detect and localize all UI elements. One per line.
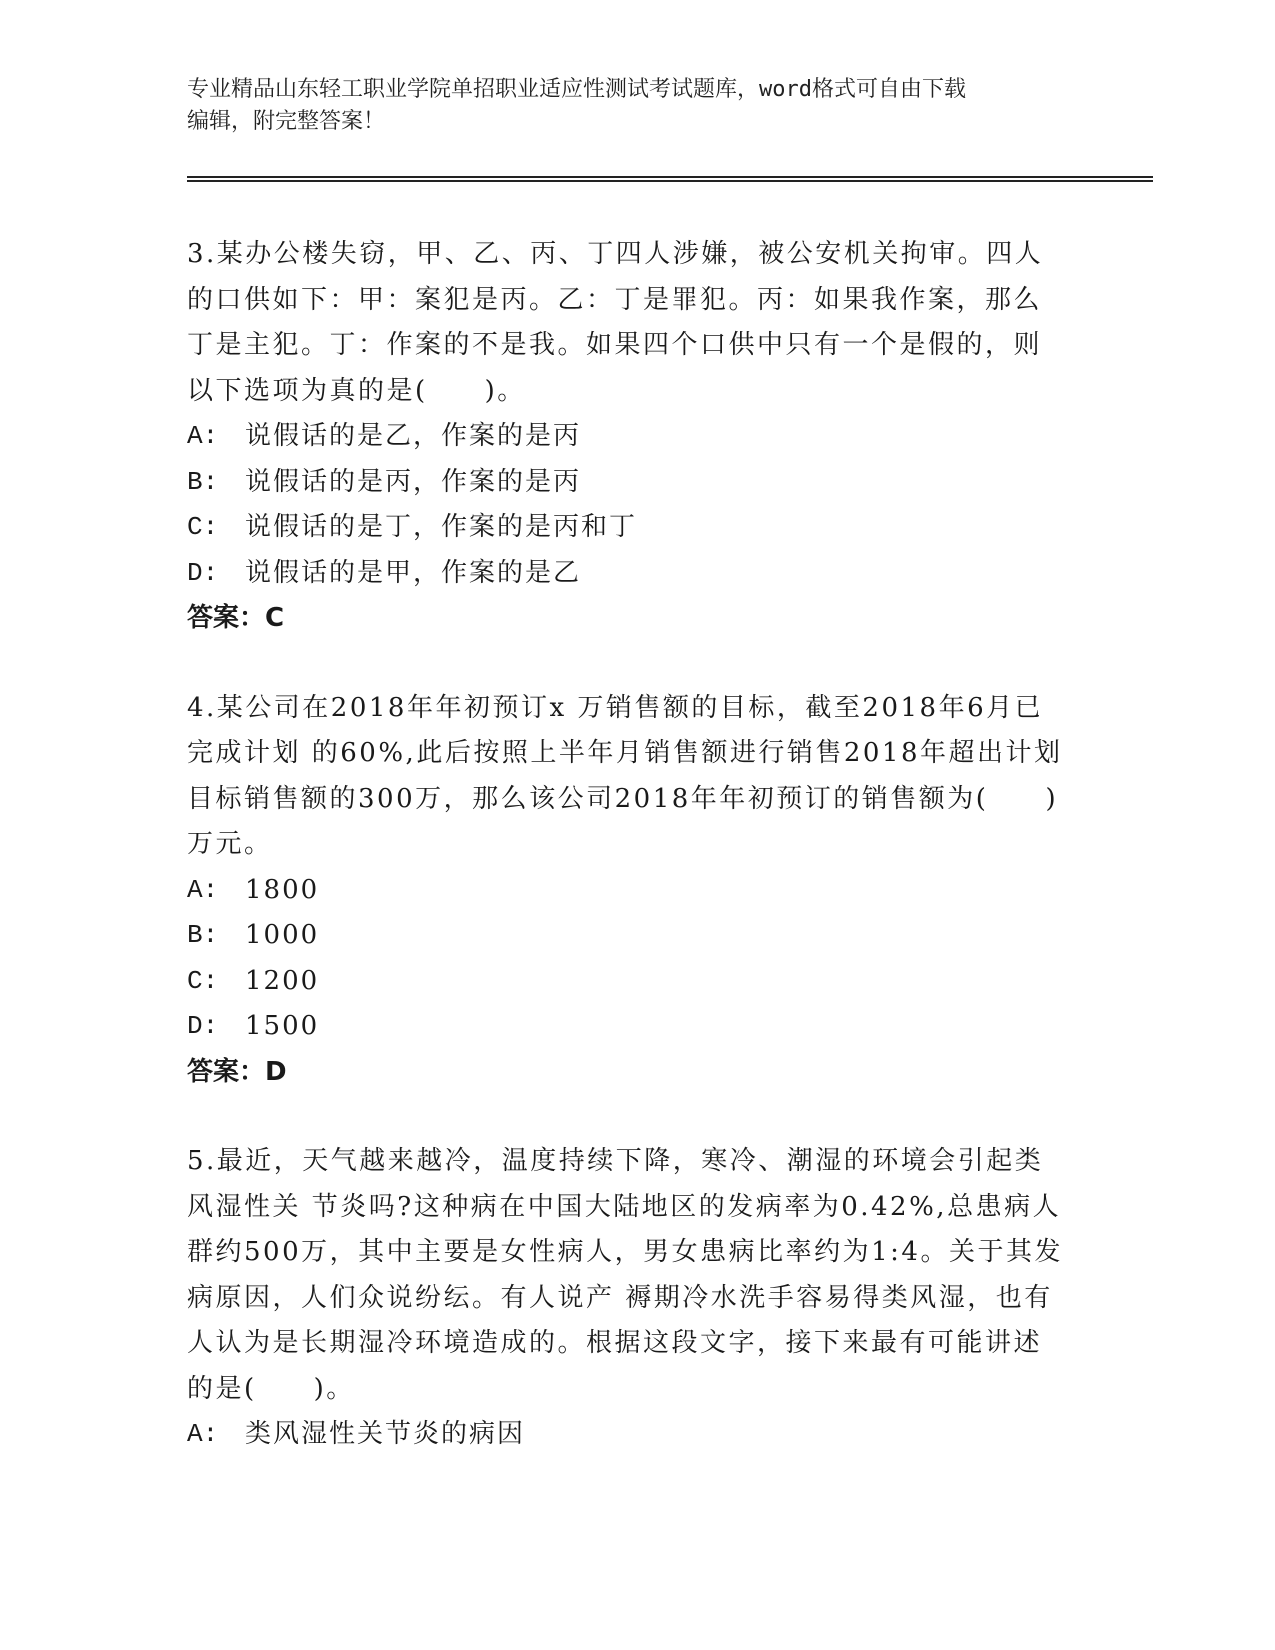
stem-line: 5.最近，天气越来越冷，温度持续下降，寒冷、潮湿的环境会引起类 <box>187 1146 1044 1176</box>
header-line-2: 编辑，附完整答案！ <box>187 109 386 134</box>
option-d <box>187 1004 1087 1050</box>
question-5 <box>187 1139 1087 1458</box>
answer-label: 答案：D <box>187 1056 287 1087</box>
stem-line: 的口供如下：甲：案犯是丙。乙：丁是罪犯。丙：如果我作案，那么 <box>187 284 1043 315</box>
option-a <box>187 868 1087 914</box>
question-4 <box>187 686 1087 1096</box>
header-divider <box>187 176 1153 182</box>
question-stem <box>187 686 1087 868</box>
option-text: 说假话的是乙，作案的是丙 <box>245 421 582 451</box>
stem-line: 群约500万，其中主要是女性病人，男女患病比率约为1:4。关于其发 <box>187 1237 1063 1267</box>
question-3 <box>187 232 1087 642</box>
stem-line: 完成计划 的60%,此后按照上半年月销售额进行销售2018年超出计划 <box>187 738 1063 768</box>
option-key: A: <box>187 421 219 451</box>
answer-label: 答案：C <box>187 603 285 633</box>
option-text: 说假话的是丙，作案的是丙 <box>245 466 582 497</box>
option-a <box>187 414 1087 460</box>
stem-line: 4.某公司在2018年年初预订x 万销售额的目标，截至2018年6月已 <box>187 692 1044 723</box>
page-header <box>187 74 1087 138</box>
stem-line: 人认为是长期湿冷环境造成的。根据这段文字，接下来最有可能讲述 <box>187 1328 1043 1358</box>
option-key: C: <box>187 965 219 996</box>
option-text: 1500 <box>245 1011 320 1041</box>
option-text: 1200 <box>245 965 320 996</box>
header-line-1: 专业精品山东轻工职业学院单招职业适应性测试考试题库，word格式可自由下载 <box>187 77 966 102</box>
stem-line: 风湿性关 节炎吗?这种病在中国大陆地区的发病率为0.42%,总患病人 <box>187 1191 1062 1222</box>
stem-line: 丁是主犯。丁：作案的不是我。如果四个口供中只有一个是假的，则 <box>187 330 1043 360</box>
question-list <box>187 232 1087 1502</box>
question-stem <box>187 1139 1087 1412</box>
stem-line: 3.某办公楼失窃，甲、乙、丙、丁四人涉嫌，被公安机关拘审。四人 <box>187 239 1044 269</box>
option-text: 说假话的是甲，作案的是乙 <box>245 557 582 588</box>
option-key: C: <box>187 512 219 542</box>
option-text: 1800 <box>245 874 320 905</box>
stem-line: 万元。 <box>187 829 273 859</box>
option-b <box>187 460 1087 506</box>
option-b <box>187 913 1087 959</box>
option-c <box>187 505 1087 551</box>
option-key: D: <box>187 1011 219 1041</box>
option-c <box>187 959 1087 1005</box>
option-a <box>187 1412 1087 1458</box>
option-text: 类风湿性关节炎的病因 <box>245 1419 526 1449</box>
stem-line: 目标销售额的300万，那么该公司2018年年初预订的销售额为( ) <box>187 783 1059 814</box>
option-key: B: <box>187 466 219 497</box>
stem-line: 病原因，人们众说纷纭。有人说产 褥期冷水洗手容易得类风湿，也有 <box>187 1282 1053 1313</box>
option-text: 说假话的是丁，作案的是丙和丁 <box>245 512 638 542</box>
stem-line: 的是( )。 <box>187 1373 355 1404</box>
stem-line: 以下选项为真的是( )。 <box>187 375 526 406</box>
option-key: A: <box>187 1419 219 1449</box>
option-key: B: <box>187 920 219 950</box>
option-text: 1000 <box>245 920 320 950</box>
option-d <box>187 551 1087 597</box>
question-stem <box>187 232 1087 414</box>
option-key: A: <box>187 874 219 905</box>
option-key: D: <box>187 557 219 588</box>
